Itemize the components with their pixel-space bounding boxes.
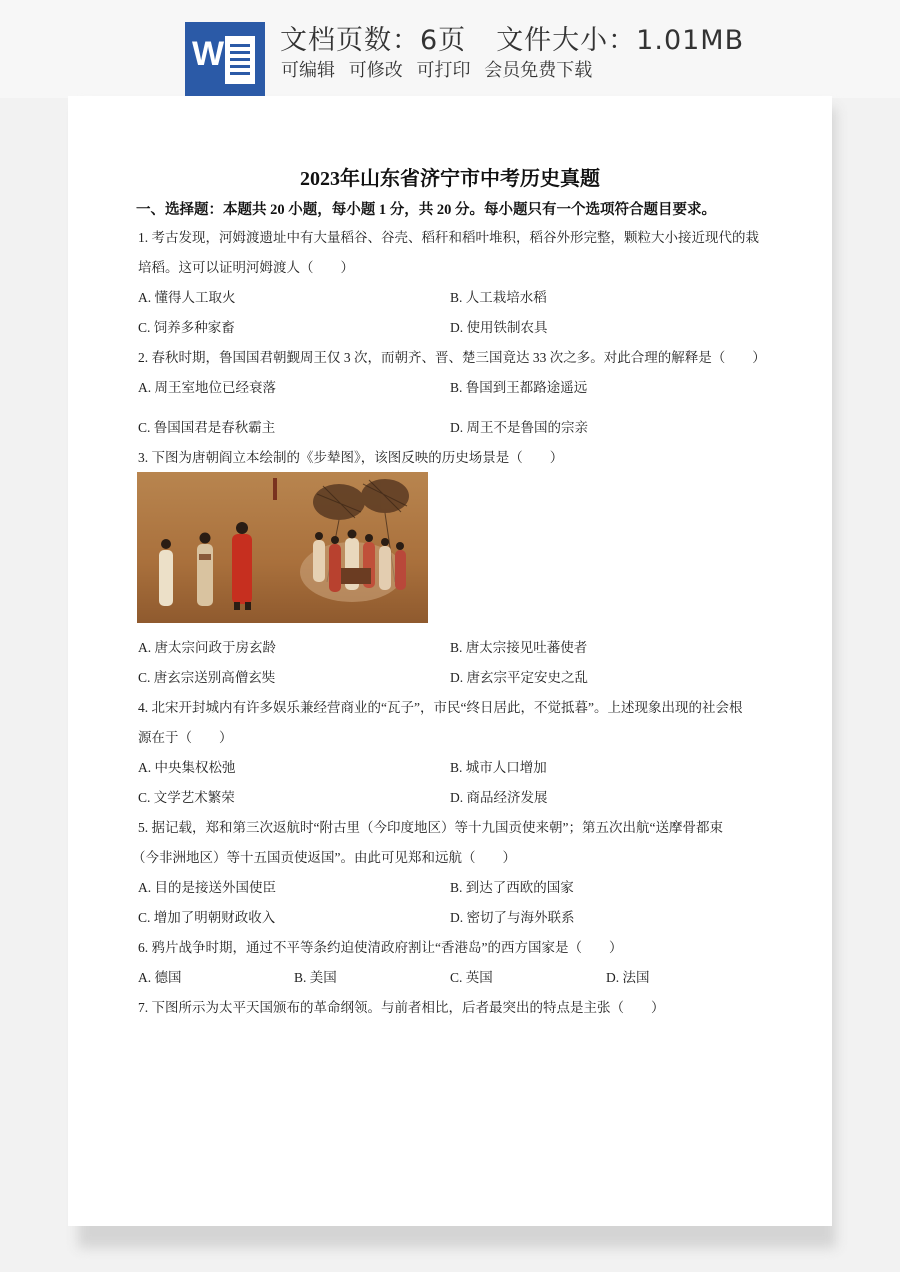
question-1-option-d: D. 使用铁制农具 (450, 320, 548, 335)
question-1-option-c: C. 饲养多种家畜 (138, 320, 235, 335)
section-heading: 一、选择题：本题共 20 小题，每小题 1 分，共 20 分。每小题只有一个选项符合题目要求。 (136, 202, 716, 218)
document-page (68, 96, 832, 1226)
question-1-stem-line-1: 1. 考古发现，河姆渡遗址中有大量稻谷、谷壳、稻秆和稻叶堆积，稻谷外形完整，颗粒大小接近现代的栽 (138, 230, 759, 245)
question-4-option-d: D. 商品经济发展 (450, 790, 548, 805)
question-3-option-c: C. 唐玄宗送别高僧玄奘 (138, 670, 276, 685)
question-2-option-a: A. 周王室地位已经衰落 (138, 380, 276, 395)
question-6-option-c: C. 英国 (450, 970, 493, 985)
question-1-stem-line-2: 培稻。这可以证明河姆渡人（ ） (138, 260, 354, 275)
word-document-icon (185, 22, 265, 96)
question-4-option-c: C. 文学艺术繁荣 (138, 790, 235, 805)
word-icon-letter: W (192, 35, 225, 73)
feature-member-download[interactable]: 会员免费下载 (484, 60, 593, 81)
question-3-option-b: B. 唐太宗接见吐蕃使者 (450, 640, 588, 655)
question-2-option-c: C. 鲁国国君是春秋霸主 (138, 420, 276, 435)
question-4-option-a: A. 中央集权松弛 (138, 760, 236, 775)
question-5-stem-line-1: 5. 据记载，郑和第三次返航时“附古里（今印度地区）等十九国贡使来朝”；第五次出航“送摩骨都束 (138, 820, 723, 835)
question-5-option-d: D. 密切了与海外联系 (450, 910, 575, 925)
feature-printable: 可打印 (416, 60, 471, 81)
question-2-stem: 2. 春秋时期，鲁国国君朝觐周王仅 3 次，而朝齐、晋、楚三国竟达 33 次之多。对此合理的解释是（ ） (138, 350, 766, 365)
question-4-option-b: B. 城市人口增加 (450, 760, 547, 775)
question-1-option-b: B. 人工栽培水稻 (450, 290, 547, 305)
question-6-option-d: D. 法国 (606, 970, 650, 985)
question-2-option-d: D. 周王不是鲁国的宗亲 (450, 420, 588, 435)
question-5-option-b: B. 到达了西欧的国家 (450, 880, 574, 895)
feature-modifiable: 可修改 (348, 60, 403, 81)
document-title: 2023年山东省济宁市中考历史真题 (300, 168, 600, 190)
question-3-option-d: D. 唐玄宗平定安史之乱 (450, 670, 588, 685)
buniantu-painting-image (137, 472, 428, 623)
question-5-option-c: C. 增加了明朝财政收入 (138, 910, 276, 925)
question-3-option-a: A. 唐太宗问政于房玄龄 (138, 640, 276, 655)
question-3-stem: 3. 下图为唐朝阎立本绘制的《步辇图》，该图反映的历史场景是（ ） (138, 450, 564, 465)
question-6-option-b: B. 美国 (294, 970, 337, 985)
feature-list (281, 56, 600, 82)
question-5-stem-line-2: （今非洲地区）等十五国贡使返国”。由此可见郑和远航（ ） (132, 850, 516, 865)
question-1-option-a: A. 懂得人工取火 (138, 290, 236, 305)
question-4-stem-line-1: 4. 北宋开封城内有许多娱乐兼经营商业的“瓦子”，市民“终日居此，不觉抵暮”。上述现象出现的社会根 (138, 700, 743, 715)
feature-editable: 可编辑 (281, 60, 335, 81)
question-5-option-a: A. 目的是接送外国使臣 (138, 880, 276, 895)
question-6-stem: 6. 鸦片战争时期，通过不平等条约迫使清政府割让“香港岛”的西方国家是（ ） (138, 940, 623, 955)
question-7-stem: 7. 下图所示为太平天国颁布的革命纲领。与前者相比，后者最突出的特点是主张（ ） (138, 1000, 665, 1015)
page-count: 文档页数：6页 (280, 25, 467, 56)
file-size: 文件大小：1.01MB (496, 25, 745, 56)
question-6-option-a: A. 德国 (138, 970, 182, 985)
file-info (280, 18, 744, 57)
question-4-stem-line-2: 源在于（ ） (138, 730, 233, 745)
question-2-option-b: B. 鲁国到王都路途遥远 (450, 380, 588, 395)
download-banner (0, 0, 900, 98)
